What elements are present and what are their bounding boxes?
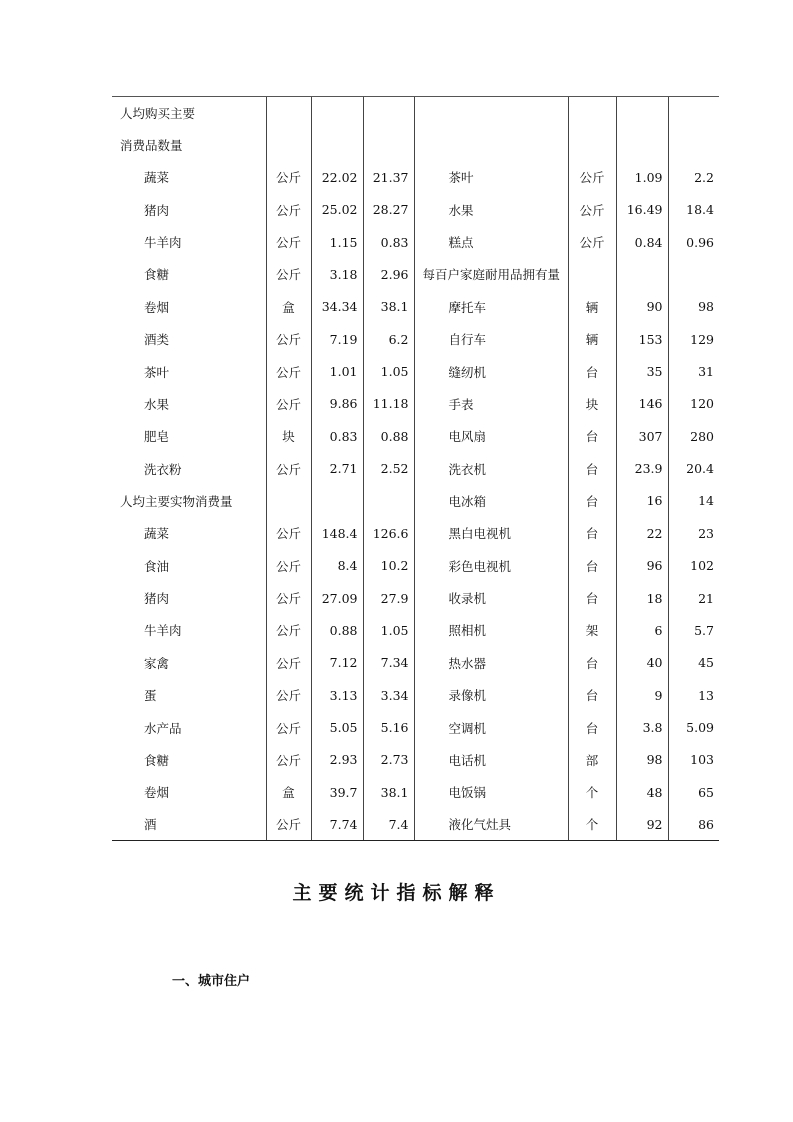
right-item-name-cell: 自行车 xyxy=(414,323,568,355)
left-item-name-cell: 食糖 xyxy=(144,267,170,283)
right-value-1-cell: 16.49 xyxy=(616,194,668,226)
left-value-2-cell xyxy=(363,485,414,517)
left-unit-cell: 公斤 xyxy=(266,808,311,840)
right-value-1-cell xyxy=(616,97,668,129)
left-unit-cell: 公斤 xyxy=(266,744,311,776)
right-value-2-cell: 103 xyxy=(668,744,719,776)
right-value-1-cell: 48 xyxy=(616,776,668,808)
right-unit-cell: 公斤 xyxy=(568,161,616,193)
left-item-name-cell: 牛羊肉 xyxy=(144,623,182,639)
table-row xyxy=(112,647,719,679)
left-unit-cell xyxy=(266,97,311,129)
left-value-1-cell: 7.12 xyxy=(311,647,363,679)
right-value-2-cell xyxy=(668,258,719,290)
right-unit-cell: 公斤 xyxy=(568,226,616,258)
right-value-2-cell: 31 xyxy=(668,355,719,387)
consumption-statistics-table xyxy=(112,96,719,841)
right-value-2-cell: 5.09 xyxy=(668,711,719,743)
left-unit-cell xyxy=(266,485,311,517)
left-unit-cell: 公斤 xyxy=(266,355,311,387)
right-item-name-cell: 录像机 xyxy=(414,679,568,711)
table-row xyxy=(112,420,719,452)
left-value-1-cell: 7.74 xyxy=(311,808,363,840)
left-value-1-cell: 1.01 xyxy=(311,355,363,387)
left-item-name-cell: 牛羊肉 xyxy=(144,235,182,251)
right-value-2-cell: 280 xyxy=(668,420,719,452)
right-item-name-cell: 每百户家庭耐用品拥有量 xyxy=(414,258,568,290)
left-item-name-cell: 消费品数量 xyxy=(120,138,183,154)
right-value-1-cell: 90 xyxy=(616,291,668,323)
left-item-name-cell: 茶叶 xyxy=(144,364,170,380)
right-unit-cell: 辆 xyxy=(568,323,616,355)
left-unit-cell: 公斤 xyxy=(266,517,311,549)
right-value-2-cell: 98 xyxy=(668,291,719,323)
right-value-1-cell: 40 xyxy=(616,647,668,679)
table-row xyxy=(112,517,719,549)
right-value-1-cell: 153 xyxy=(616,323,668,355)
right-item-name-cell: 摩托车 xyxy=(414,291,568,323)
right-unit-cell xyxy=(568,258,616,290)
left-item-name-cell: 洗衣粉 xyxy=(144,461,182,477)
left-value-2-cell: 27.9 xyxy=(363,582,414,614)
right-unit-cell: 台 xyxy=(568,452,616,484)
left-value-1-cell: 9.86 xyxy=(311,388,363,420)
section-heading: 主要统计指标解释 xyxy=(292,882,501,904)
right-unit-cell: 台 xyxy=(568,711,616,743)
left-value-1-cell: 3.18 xyxy=(311,258,363,290)
right-unit-cell: 台 xyxy=(568,550,616,582)
right-unit-cell: 公斤 xyxy=(568,194,616,226)
left-value-2-cell: 7.4 xyxy=(363,808,414,840)
right-unit-cell: 台 xyxy=(568,679,616,711)
left-unit-cell: 盒 xyxy=(266,291,311,323)
right-value-2-cell: 5.7 xyxy=(668,614,719,646)
left-unit-cell: 公斤 xyxy=(266,161,311,193)
right-value-1-cell: 35 xyxy=(616,355,668,387)
left-value-2-cell: 1.05 xyxy=(363,355,414,387)
table-row xyxy=(112,452,719,484)
right-unit-cell: 台 xyxy=(568,582,616,614)
right-item-name-cell: 糕点 xyxy=(414,226,568,258)
right-unit-cell: 个 xyxy=(568,776,616,808)
left-item-name-cell: 卷烟 xyxy=(144,785,170,801)
table-row xyxy=(112,226,719,258)
right-value-2-cell: 102 xyxy=(668,550,719,582)
left-value-2-cell: 5.16 xyxy=(363,711,414,743)
table-row xyxy=(112,711,719,743)
right-value-1-cell: 0.84 xyxy=(616,226,668,258)
left-item-name-cell: 人均主要实物消费量 xyxy=(120,493,233,509)
right-unit-cell: 台 xyxy=(568,517,616,549)
table-row xyxy=(112,808,719,840)
right-value-2-cell: 23 xyxy=(668,517,719,549)
left-value-1-cell: 7.19 xyxy=(311,323,363,355)
right-item-name-cell: 电话机 xyxy=(414,744,568,776)
left-item-name-cell: 水果 xyxy=(144,396,170,412)
left-value-1-cell: 27.09 xyxy=(311,582,363,614)
left-unit-cell: 公斤 xyxy=(266,679,311,711)
right-value-2-cell: 20.4 xyxy=(668,452,719,484)
right-value-1-cell: 22 xyxy=(616,517,668,549)
right-value-2-cell: 65 xyxy=(668,776,719,808)
right-value-2-cell: 18.4 xyxy=(668,194,719,226)
right-item-name-cell: 电冰箱 xyxy=(414,485,568,517)
table-row xyxy=(112,194,719,226)
right-value-1-cell: 16 xyxy=(616,485,668,517)
table-row xyxy=(112,97,719,129)
left-unit-cell: 公斤 xyxy=(266,582,311,614)
right-unit-cell xyxy=(568,97,616,129)
table-row xyxy=(112,355,719,387)
left-item-name-cell: 蔬菜 xyxy=(144,526,170,542)
table-row xyxy=(112,485,719,517)
right-value-1-cell xyxy=(616,258,668,290)
right-value-2-cell: 14 xyxy=(668,485,719,517)
right-value-2-cell: 129 xyxy=(668,323,719,355)
right-value-1-cell: 6 xyxy=(616,614,668,646)
left-value-2-cell: 10.2 xyxy=(363,550,414,582)
left-unit-cell: 公斤 xyxy=(266,323,311,355)
left-unit-cell: 公斤 xyxy=(266,194,311,226)
left-value-2-cell: 0.88 xyxy=(363,420,414,452)
left-unit-cell: 公斤 xyxy=(266,711,311,743)
right-value-2-cell: 45 xyxy=(668,647,719,679)
left-value-1-cell xyxy=(311,129,363,161)
right-unit-cell: 部 xyxy=(568,744,616,776)
right-item-name-cell: 热水器 xyxy=(414,647,568,679)
right-unit-cell: 台 xyxy=(568,485,616,517)
left-item-name-cell: 卷烟 xyxy=(144,299,170,315)
right-unit-cell: 台 xyxy=(568,647,616,679)
right-item-name-cell: 黑白电视机 xyxy=(414,517,568,549)
left-value-2-cell: 28.27 xyxy=(363,194,414,226)
table-row xyxy=(112,744,719,776)
left-value-2-cell: 2.73 xyxy=(363,744,414,776)
left-unit-cell: 公斤 xyxy=(266,258,311,290)
left-value-1-cell: 148.4 xyxy=(311,517,363,549)
table-row xyxy=(112,776,719,808)
left-value-1-cell: 1.15 xyxy=(311,226,363,258)
right-unit-cell: 辆 xyxy=(568,291,616,323)
right-value-1-cell xyxy=(616,129,668,161)
right-item-name-cell: 照相机 xyxy=(414,614,568,646)
left-unit-cell: 块 xyxy=(266,420,311,452)
left-item-name-cell: 蔬菜 xyxy=(144,170,170,186)
subsection-heading: 一、城市住户 xyxy=(172,974,251,989)
left-value-2-cell: 2.96 xyxy=(363,258,414,290)
left-value-1-cell: 5.05 xyxy=(311,711,363,743)
left-value-1-cell: 39.7 xyxy=(311,776,363,808)
left-value-1-cell: 25.02 xyxy=(311,194,363,226)
right-value-1-cell: 18 xyxy=(616,582,668,614)
right-item-name-cell: 洗衣机 xyxy=(414,452,568,484)
right-value-1-cell: 307 xyxy=(616,420,668,452)
left-unit-cell: 公斤 xyxy=(266,614,311,646)
left-value-2-cell xyxy=(363,129,414,161)
left-unit-cell: 公斤 xyxy=(266,226,311,258)
right-value-1-cell: 98 xyxy=(616,744,668,776)
table-row xyxy=(112,258,719,290)
right-value-1-cell: 3.8 xyxy=(616,711,668,743)
right-item-name-cell: 空调机 xyxy=(414,711,568,743)
left-value-1-cell: 8.4 xyxy=(311,550,363,582)
right-value-2-cell xyxy=(668,97,719,129)
left-unit-cell: 盒 xyxy=(266,776,311,808)
table-row xyxy=(112,388,719,420)
left-value-1-cell: 34.34 xyxy=(311,291,363,323)
right-item-name-cell xyxy=(414,129,568,161)
left-value-1-cell: 2.71 xyxy=(311,452,363,484)
right-unit-cell: 块 xyxy=(568,388,616,420)
left-value-1-cell xyxy=(311,97,363,129)
table-body xyxy=(112,97,719,841)
left-value-2-cell: 2.52 xyxy=(363,452,414,484)
right-value-2-cell: 13 xyxy=(668,679,719,711)
right-unit-cell: 台 xyxy=(568,355,616,387)
left-item-name-cell: 食糖 xyxy=(144,752,170,768)
right-value-1-cell: 1.09 xyxy=(616,161,668,193)
left-value-2-cell: 6.2 xyxy=(363,323,414,355)
left-value-2-cell: 3.34 xyxy=(363,679,414,711)
left-value-1-cell: 2.93 xyxy=(311,744,363,776)
left-value-1-cell: 3.13 xyxy=(311,679,363,711)
right-item-name-cell: 手表 xyxy=(414,388,568,420)
left-item-name-cell: 蛋 xyxy=(144,688,157,704)
left-unit-cell: 公斤 xyxy=(266,452,311,484)
table-row xyxy=(112,323,719,355)
right-value-1-cell: 92 xyxy=(616,808,668,840)
right-item-name-cell: 收录机 xyxy=(414,582,568,614)
right-value-1-cell: 146 xyxy=(616,388,668,420)
table-row xyxy=(112,550,719,582)
left-value-2-cell: 7.34 xyxy=(363,647,414,679)
right-unit-cell xyxy=(568,129,616,161)
left-item-name-cell: 猪肉 xyxy=(144,591,170,607)
left-unit-cell xyxy=(266,129,311,161)
right-item-name-cell: 水果 xyxy=(414,194,568,226)
left-value-2-cell: 1.05 xyxy=(363,614,414,646)
left-unit-cell: 公斤 xyxy=(266,550,311,582)
right-item-name-cell: 电风扇 xyxy=(414,420,568,452)
left-item-name-cell: 家禽 xyxy=(144,655,170,671)
right-value-2-cell: 86 xyxy=(668,808,719,840)
table-row xyxy=(112,582,719,614)
right-unit-cell: 个 xyxy=(568,808,616,840)
table-row xyxy=(112,291,719,323)
left-unit-cell: 公斤 xyxy=(266,647,311,679)
left-item-name-cell: 酒类 xyxy=(144,332,170,348)
table-row xyxy=(112,161,719,193)
right-value-2-cell xyxy=(668,129,719,161)
right-item-name-cell: 缝纫机 xyxy=(414,355,568,387)
left-value-2-cell: 38.1 xyxy=(363,776,414,808)
right-value-2-cell: 2.2 xyxy=(668,161,719,193)
left-item-name-cell: 肥皂 xyxy=(144,429,170,445)
right-value-2-cell: 0.96 xyxy=(668,226,719,258)
left-unit-cell: 公斤 xyxy=(266,388,311,420)
left-item-name-cell: 水产品 xyxy=(144,720,182,736)
left-value-2-cell: 38.1 xyxy=(363,291,414,323)
left-item-name-cell: 酒 xyxy=(112,808,266,840)
right-unit-cell: 架 xyxy=(568,614,616,646)
table-row xyxy=(112,614,719,646)
right-value-1-cell: 23.9 xyxy=(616,452,668,484)
left-value-1-cell xyxy=(311,485,363,517)
right-item-name-cell: 彩色电视机 xyxy=(414,550,568,582)
right-value-2-cell: 21 xyxy=(668,582,719,614)
left-value-2-cell: 11.18 xyxy=(363,388,414,420)
right-unit-cell: 台 xyxy=(568,420,616,452)
right-item-name-cell xyxy=(414,97,568,129)
left-value-1-cell: 22.02 xyxy=(311,161,363,193)
left-item-name-cell: 人均购买主要 xyxy=(112,97,266,129)
left-value-2-cell: 126.6 xyxy=(363,517,414,549)
left-item-name-cell: 猪肉 xyxy=(144,202,170,218)
table-row xyxy=(112,129,719,161)
left-value-2-cell: 0.83 xyxy=(363,226,414,258)
right-item-name-cell: 电饭锅 xyxy=(414,776,568,808)
table-row xyxy=(112,679,719,711)
right-item-name-cell: 茶叶 xyxy=(414,161,568,193)
right-value-2-cell: 120 xyxy=(668,388,719,420)
left-value-2-cell xyxy=(363,97,414,129)
left-item-name-cell: 食油 xyxy=(144,558,170,574)
left-value-1-cell: 0.88 xyxy=(311,614,363,646)
right-item-name-cell: 液化气灶具 xyxy=(414,808,568,840)
right-value-1-cell: 96 xyxy=(616,550,668,582)
right-value-1-cell: 9 xyxy=(616,679,668,711)
left-value-2-cell: 21.37 xyxy=(363,161,414,193)
left-value-1-cell: 0.83 xyxy=(311,420,363,452)
